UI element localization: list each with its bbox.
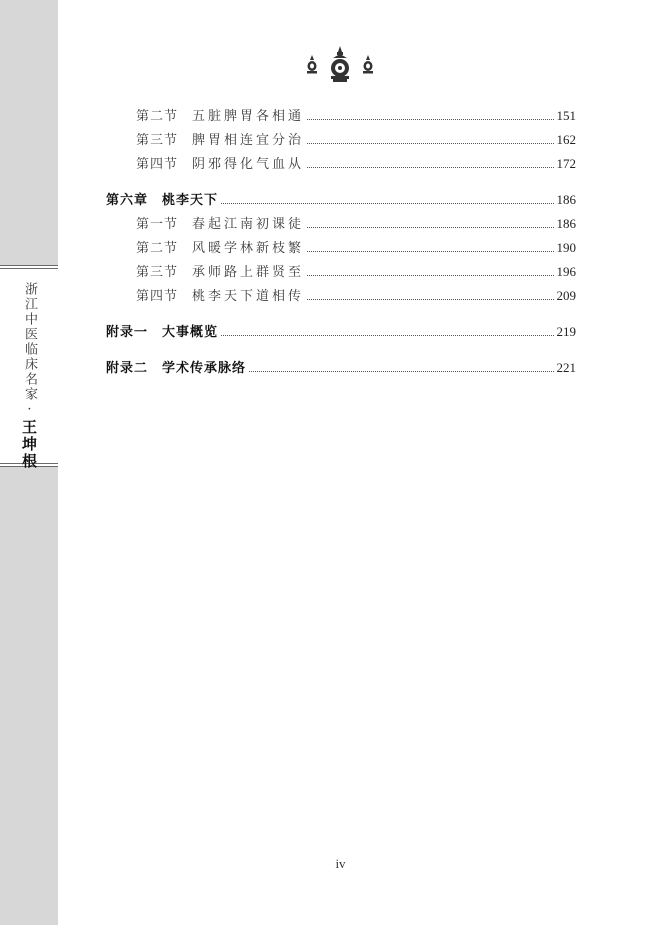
toc-leader-dots	[307, 298, 553, 300]
toc-appendix-title: 大事概览	[162, 325, 219, 340]
toc-entry-page: 219	[556, 324, 576, 339]
toc-entry-page: 221	[556, 360, 576, 375]
side-title-dot: ·	[22, 402, 37, 419]
side-rule-top	[0, 265, 58, 266]
toc-chapter-title: 桃李天下	[162, 193, 219, 208]
toc-entry[interactable]	[106, 154, 576, 174]
toc-leader-dots	[307, 226, 553, 228]
toc-leader-dots	[307, 274, 553, 276]
toc-appendix-entry[interactable]	[106, 322, 576, 342]
toc-entry-number: 第二节	[136, 109, 179, 124]
toc-entry[interactable]	[106, 286, 576, 306]
toc-leader-dots	[221, 334, 553, 336]
toc-entry-title: 承师路上群贤至	[192, 265, 305, 280]
toc-leader-dots	[307, 250, 553, 252]
page-number: iv	[335, 856, 346, 871]
toc-leader-dots	[249, 370, 553, 372]
toc-entry[interactable]	[106, 130, 576, 150]
toc-entry[interactable]	[106, 106, 576, 126]
toc-entry-number: 第一节	[136, 217, 179, 232]
toc-entry-number: 第四节	[136, 289, 179, 304]
toc-entry-page: 151	[556, 108, 576, 123]
toc-appendix-title: 学术传承脉络	[162, 361, 247, 376]
toc-entry-title: 春起江南初课徒	[192, 217, 305, 232]
toc-appendix-number: 附录二	[106, 361, 149, 376]
toc-leader-dots	[307, 118, 553, 120]
toc-entry-title: 脾胃相连宜分治	[192, 133, 305, 148]
toc-entry-title: 五脏脾胃各相通	[192, 109, 305, 124]
toc-leader-dots	[307, 142, 553, 144]
toc-entry-page: 196	[556, 264, 576, 279]
toc-appendix-number: 附录一	[106, 325, 149, 340]
toc-entry-page: 162	[556, 132, 576, 147]
toc-entry-page: 172	[556, 156, 576, 171]
toc-entry-page: 186	[556, 216, 576, 231]
toc-entry-page: 186	[556, 192, 576, 207]
toc-appendix-entry[interactable]	[106, 358, 576, 378]
toc-entry-number: 第三节	[136, 133, 179, 148]
toc-entry-page: 190	[556, 240, 576, 255]
side-rule-top-inner	[0, 268, 58, 269]
toc-entry-title: 阴邪得化气血从	[192, 157, 305, 172]
toc-leader-dots	[221, 202, 553, 204]
toc-chapter-entry[interactable]	[106, 190, 576, 210]
toc-entry-title: 桃李天下道相传	[192, 289, 305, 304]
toc-entry[interactable]	[106, 238, 576, 258]
toc-entry[interactable]	[106, 214, 576, 234]
side-person-name: 王坤根	[20, 419, 38, 470]
side-series-name: 浙江中医临床名家	[22, 282, 37, 402]
toc-leader-dots	[307, 166, 553, 168]
toc-entry[interactable]	[106, 262, 576, 282]
side-book-title	[18, 282, 40, 470]
toc-chapter-number: 第六章	[106, 193, 149, 208]
toc-entry-title: 风暖学林新枝繁	[192, 241, 305, 256]
toc-entry-page: 209	[556, 288, 576, 303]
toc-entry-number: 第三节	[136, 265, 179, 280]
pagoda-ornament-icon	[300, 46, 380, 86]
toc-entry-number: 第四节	[136, 157, 179, 172]
toc-entry-number: 第二节	[136, 241, 179, 256]
